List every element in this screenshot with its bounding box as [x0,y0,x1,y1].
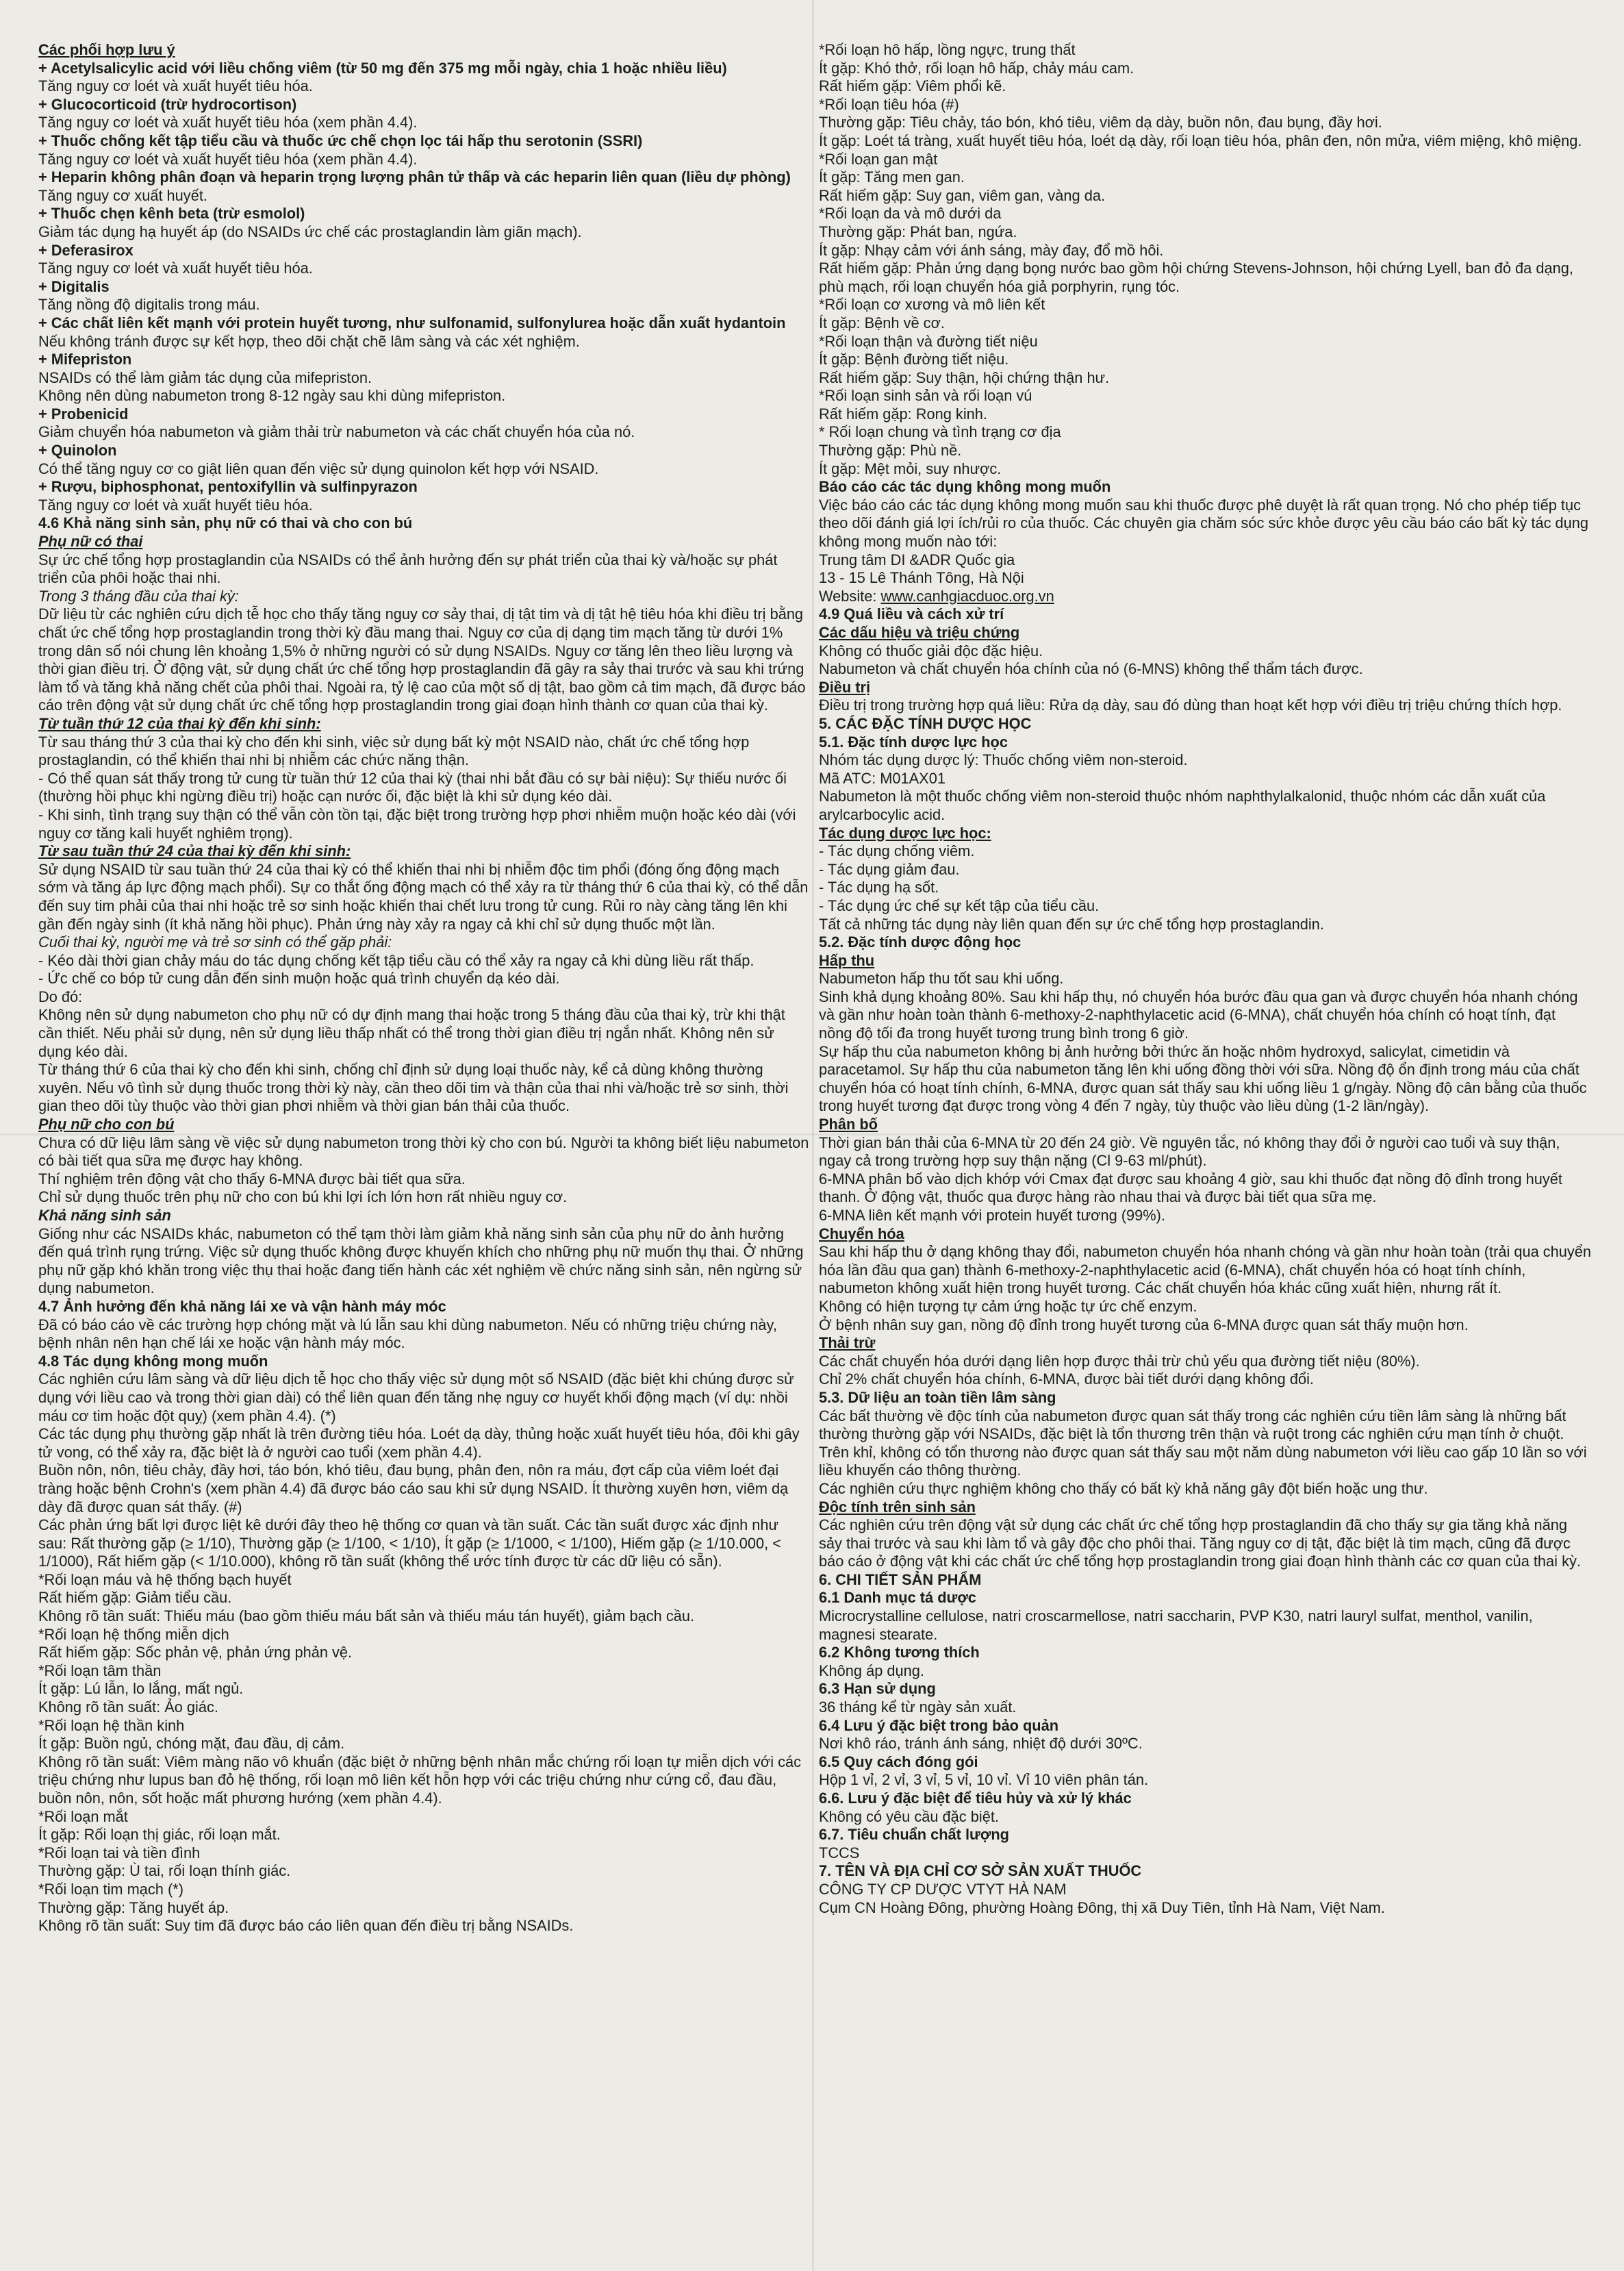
paragraph-6-mna-phan-bo-vao-dich-khop-voi-cmax-dat: 6-MNA phân bố vào dịch khớp với Cmax đạt được sau khoảng 4 giờ, sau khi thuốc đạt nồng độ đỉnh trong huyết thanh. Ở động vật, thuốc qua được hàng rào nhau thai và được bài tiết qua sữa mẹ. [819,1170,1562,1206]
paragraph-thuong-gap-tang-huyet-ap: Thường gặp: Tăng huyết áp. [38,1898,229,1916]
heading-cac-dau-hieu-va-trieu-chung: Các dấu hiệu và triệu chứng [819,624,1020,641]
paragraph-cac-chat-chuyen-hoa-duoi-dang-lien-hop-d: Các chất chuyển hóa dưới dạng liên hợp được thải trừ chủ yếu qua đường tiết niệu (80%). [819,1352,1420,1370]
heading-tu-tuan-thu-12-cua-thai-ky-den-khi-sinh: Từ tuần thứ 12 của thai kỳ đến khi sinh: [38,714,321,732]
paragraph-rat-hiem-gap-soc-phan-ve-phan-ung-phan-v: Rất hiếm gặp: Sốc phản vệ, phản ứng phản vệ. [38,1644,353,1661]
paragraph-nsaids-co-the-lam-giam-tac-dung-cua-mife: NSAIDs có thể làm giảm tác dụng của mifepriston. [38,368,372,386]
heading-probenicid: + Probenicid [38,405,129,423]
paragraph-khong-ap-dung: Không áp dụng. [819,1661,924,1679]
paragraph-it-gap-roi-loan-thi-giac-roi-loan-mat: Ít gặp: Rối loạn thị giác, rối loạn mắt. [38,1826,281,1844]
heading-cac-chat-lien-ket-manh-voi-protein-huyet: + Các chất liên kết mạnh với protein huyết tương, như sulfonamid, sulfonylurea hoặc dẫn xuất hydantoin [38,314,786,331]
paragraph-nhom-tac-dung-duoc-ly-thuoc-chong-viem-n: Nhóm tác dụng dược lý: Thuốc chống viêm non-steroid. [819,751,1188,769]
paragraph-tang-nguy-co-loet-va-xuat-huyet-tieu-hoa: Tăng nguy cơ loét và xuất huyết tiêu hóa. [38,496,313,514]
heading-6-7-tieu-chuan-chat-luong: 6.7. Tiêu chuẩn chất lượng [819,1826,1009,1844]
heading-phu-nu-cho-con-bu: Phụ nữ cho con bú [38,1116,175,1133]
paragraph-thuong-gap-phu-ne: Thường gặp: Phù nề. [819,442,962,460]
heading-mifepriston: + Mifepriston [38,351,132,368]
paragraph-su-hap-thu-cua-nabumeton-khong-bi-anh-hu: Sự hấp thu của nabumeton không bị ảnh hưởng bởi thức ăn hoặc nhôm hydroxyd, salicylat, cimetidin và paracetamol. Sự hấp thu của nabumeton tăng lên khi uống đồng thời với sữa. Nồng độ ổn định trong máu của chất chuyển hóa có hoạt tính chính, 6-MNA, được quan sát thấy sau khi uống liều 1 g/ngày. Nồng độ cân bằng của thuốc trong huyết tương đạt được trong vòng 4 đến 7 ngày, tùy thuộc vào liều dùng (1-2 lần/ngày). [819,1042,1587,1115]
paragraph-roi-loan-co-xuong-va-mo-lien-ket: *Rối loạn cơ xương và mô liên kết [819,296,1045,314]
heading-bao-cao-cac-tac-dung-khong-mong-muon: Báo cáo các tác dụng không mong muốn [819,478,1111,496]
paragraph-viec-bao-cao-cac-tac-dung-khong-mong-muo: Việc báo cáo các tác dụng không mong muốn sau khi thuốc được phê duyệt là rất quan trọng. Nó cho phép tiếp tục theo dõi đánh giá lợi ích/rủi ro của thuốc. Các chuyên gia chăm sóc sức khỏe được yêu cầu báo cáo bất kỳ tác dụng không mong muốn nào tới: [819,496,1589,551]
paragraph-roi-loan-he-than-kinh: *Rối loạn hệ thần kinh [38,1716,185,1734]
paragraph-thuong-gap-phat-ban-ngua: Thường gặp: Phát ban, ngứa. [819,223,1017,240]
paragraph-cum-cn-hoang-dong-phuong-hoang-dong-thi-: Cụm CN Hoàng Đông, phường Hoàng Đông, thị xã Duy Tiên, tỉnh Hà Nam, Việt Nam. [819,1898,1385,1916]
paragraph-nabumeton-hap-thu-tot-sau-khi-uong: Nabumeton hấp thu tốt sau khi uống. [819,970,1064,988]
paragraph-khong-ro-tan-suat-viem-mang-nao-vo-khuan: Không rõ tần suất: Viêm màng não vô khuẩn (đặc biệt ở những bệnh nhân mắc chứng rối loạn tự miễn dịch với các triệu chứng như lupus ban đỏ hệ thống, rối loạn mô liên kết hỗn hợp với các triệu chứng như cứng cổ, đau đầu, buồn nôn, nôn, sốt hoặc mất phương hướng (xem phần 4.4). [38,1753,802,1807]
paragraph-khong-ro-tan-suat-suy-tim-da-duoc-bao-ca: Không rõ tần suất: Suy tim đã được báo cáo liên quan đến điều trị bằng NSAIDs. [38,1917,574,1935]
paragraph-13-15-le-thanh-tong-ha-noi: 13 - 15 Lê Thánh Tông, Hà Nội [819,569,1024,587]
paragraph-tac-dung-giam-dau: - Tác dụng giảm đau. [819,860,960,878]
heading-phu-nu-co-thai: Phụ nữ có thai [38,533,143,551]
heading-4-8-tac-dung-khong-mong-muon: 4.8 Tác dụng không mong muốn [38,1352,268,1370]
paragraph-roi-loan-sinh-san-va-roi-loan-vu: *Rối loạn sinh sản và rối loạn vú [819,387,1032,405]
heading-7-ten-va-dia-chi-co-so-san-xuat-thuoc: 7. TÊN VÀ ĐỊA CHỈ CƠ SỞ SẢN XUẤT THUỐC [819,1862,1142,1880]
paragraph-cac-phan-ung-bat-loi-duoc-liet-ke-duoi-d: Các phản ứng bất lợi được liệt kê dưới đây theo hệ thống cơ quan và tần suất. Các tần suất được xác định như sau: Rất thường gặp (≥ 1/10), Thường gặp (≥ 1/100, < 1/10), Ít gặp (≥ 1/1000, < 1/100), Hiếm gặp (≥ 1/10.000, < 1/1000), Rất hiếm gặp (< 1/10.000), không rõ tần suất (không thể ước tính được từ các dữ liệu có sẵn). [38,1516,781,1570]
paragraph-tang-nguy-co-loet-va-xuat-huyet-tieu-hoa: Tăng nguy cơ loét và xuất huyết tiêu hóa (xem phần 4.4). [38,150,418,168]
paragraph-roi-loan-chung-va-tinh-trang-co-dia: * Rối loạn chung và tình trạng cơ địa [819,423,1061,441]
paragraph-khong-ro-tan-suat-thieu-mau-bao-gom-thie: Không rõ tần suất: Thiếu máu (bao gồm thiếu máu bất sản và thiếu máu tán huyết), giảm bạch cầu. [38,1607,695,1625]
paragraph-tang-nguy-co-loet-va-xuat-huyet-tieu-hoa: Tăng nguy cơ loét và xuất huyết tiêu hóa (xem phần 4.4). [38,114,418,131]
paragraph-6-mna-lien-ket-manh-voi-protein-huyet-tu: 6-MNA liên kết mạnh với protein huyết tương (99%). [819,1207,1165,1224]
heading-hap-thu: Hấp thu [819,951,875,969]
paragraph-thuong-gap-u-tai-roi-loan-thinh-giac: Thường gặp: Ù tai, rối loạn thính giác. [38,1862,291,1880]
paragraph-rat-hiem-gap-rong-kinh: Rất hiếm gặp: Rong kinh. [819,405,987,423]
paragraph-it-gap-nhay-cam-voi-anh-sang-may-day-do-: Ít gặp: Nhạy cảm với ánh sáng, mày đay, đổ mồ hôi. [819,241,1164,259]
paragraph-it-gap-loet-ta-trang-xuat-huyet-tieu-hoa: Ít gặp: Loét tá tràng, xuất huyết tiêu hóa, loét dạ dày, rối loạn tiêu hóa, phân đen, nôn mửa, viêm miệng, khô miệng. [819,131,1582,149]
paragraph-khong-co-thuoc-giai-doc-dac-hieu: Không có thuốc giải độc đặc hiệu. [819,642,1043,660]
heading-kha-nang-sinh-san: Khả năng sinh sản [38,1207,171,1224]
paragraph-cac-nghien-cuu-thuc-nghiem-khong-cho-tha: Các nghiên cứu thực nghiệm không cho thấy có bất kỳ khả năng gây đột biến hoặc ung thư. [819,1479,1428,1497]
heading-cac-phoi-hop-luu-y: Các phối hợp lưu ý [38,41,175,58]
paragraph-neu-khong-tranh-duoc-su-ket-hop-theo-doi: Nếu không tránh được sự kết hợp, theo dõi chặt chẽ lâm sàng và các xét nghiệm. [38,332,580,350]
paragraph-tccs: TCCS [819,1844,860,1861]
paragraph-it-gap-met-moi-suy-nhuoc: Ít gặp: Mệt mỏi, suy nhược. [819,460,1002,477]
paragraph-noi-kho-rao-tranh-anh-sang-nhiet-do-duoi: Nơi khô ráo, tránh ánh sáng, nhiệt độ dưới 30ºC. [819,1735,1143,1753]
paragraph-da-co-bao-cao-ve-cac-truong-hop-chong-ma: Đã có báo cáo về các trường hợp chóng mặt và lú lẫn sau khi dùng nabumeton. Nếu có những triệu chứng này, bệnh nhân nên hạn chế lái xe hoặc vận hành máy móc. [38,1316,777,1352]
heading-phan-bo: Phân bố [819,1116,878,1133]
heading-heparin-khong-phan-doan-va-heparin-trong: + Heparin không phân đoạn và heparin trọng lượng phân tử thấp và các heparin liên quan (liều dự phòng) [38,168,791,186]
paragraph-36-thang-ke-tu-ngay-san-xuat: 36 tháng kể từ ngày sản xuất. [819,1698,1017,1716]
paragraph-cuoi-thai-ky-nguoi-me-va-tre-so-sinh-co-: Cuối thai kỳ, người mẹ và trẻ sơ sinh có thể gặp phải: [38,933,392,951]
paragraph-cac-tac-dung-phu-thuong-gap-nhat-la-tren: Các tác dụng phụ thường gặp nhất là trên đường tiêu hóa. Loét dạ dày, thủng hoặc xuất huyết tiêu hóa, đôi khi gây tử vong, có thể xảy ra, đặc biệt là ở người cao tuổi (xem phần 4.4). [38,1425,800,1461]
paragraph-keo-dai-thoi-gian-chay-mau-do-tac-dung-c: - Kéo dài thời gian chảy máu do tác dụng chống kết tập tiểu cầu có thể xảy ra ngay cả khi dùng liều rất thấp. [38,951,754,969]
heading-6-4-luu-y-dac-biet-trong-bao-quan: 6.4 Lưu ý đặc biệt trong bảo quản [819,1716,1059,1734]
paragraph-khong-nen-su-dung-nabumeton-cho-phu-nu-c: Không nên sử dụng nabumeton cho phụ nữ có dự định mang thai hoặc trong 5 tháng đầu của thai kỳ, trừ khi thật cần thiết. Nếu phải sử dụng, nên sử dụng liều thấp nhất có thể trong thời gian điều trị ngắn nhất. Không nên sử dụng kéo dài. [38,1006,785,1060]
paragraph-it-gap-benh-ve-co: Ít gặp: Bệnh về cơ. [819,314,945,331]
right-text-column [819,41,1593,2244]
paragraph-roi-loan-mau-va-he-thong-bach-huyet: *Rối loạn máu và hệ thống bạch huyết [38,1570,292,1588]
paragraph-o-benh-nhan-suy-gan-nong-do-dinh-trong-h: Ở bệnh nhân suy gan, nồng độ đỉnh trong huyết tương của 6-MNA được quan sát thấy muộn hơn. [819,1316,1469,1333]
paragraph-giam-chuyen-hoa-nabumeton-va-giam-thai-t: Giảm chuyển hóa nabumeton và giảm thải trừ nabumeton và các chất chuyển hóa của nó. [38,423,635,441]
paragraph-du-lieu-tu-cac-nghien-cuu-dich-te-hoc-ch: Dữ liệu từ các nghiên cứu dịch tễ học cho thấy tăng nguy cơ sảy thai, dị tật tim và dị tật hệ tiêu hóa khi điều trị bằng chất ức chế tổng hợp prostaglandin trong thời kỳ đầu mang thai. Nguy cơ của dị dạng tim mạch tăng từ dưới 1% trong dân số nói chung lên khoảng 1,5% ở những người có sử dụng NSAIDs. Nguy cơ tăng lên theo liều lượng và thời gian điều trị. Ở động vật, sử dụng chất ức chế tổng hợp prostaglandin đã gây ra sảy thai trước và sau khi trứng làm tổ và tăng khả năng chết của phôi thai. Ngoài ra, tỷ lệ cao của một số dị tật, bao gồm cả tim mạch, đã được báo cáo trên động vật sử dụng chất ức chế tổng hợp prostaglandin trong giai đoạn hình thành cơ quan của thai kỳ. [38,605,806,714]
website-label: Website: [819,587,881,605]
paragraph-khi-sinh-tinh-trang-suy-than-co-the-van-: - Khi sinh, tình trạng suy thận có thể vẫn còn tồn tại, đặc biệt trong trường hợp phơi nhiễm muộn hoặc kéo dài (với nguy cơ tăng kali huyết nghiêm trọng). [38,805,796,842]
paragraph-it-gap-kho-tho-roi-loan-ho-hap-chay-mau-: Ít gặp: Khó thở, rối loạn hô hấp, chảy máu cam. [819,59,1134,77]
paragraph-co-the-tang-nguy-co-co-giat-lien-quan-de: Có thể tăng nguy cơ co giật liên quan đến việc sử dụng quinolon kết hợp với NSAID. [38,460,599,477]
website-link[interactable]: www.canhgiacduoc.org.vn [880,587,1054,605]
paragraph-roi-loan-mat: *Rối loạn mắt [38,1807,128,1825]
heading-doc-tinh-tren-sinh-san: Độc tính trên sinh sản [819,1498,976,1516]
paragraph-roi-loan-tai-va-tien-dinh: *Rối loạn tai và tiền đình [38,1844,201,1861]
heading-4-7-anh-huong-den-kha-nang-lai-xe-va-van: 4.7 Ảnh hưởng đến khả năng lái xe và vận hành máy móc [38,1297,446,1315]
paragraph-rat-hiem-gap-phan-ung-dang-bong-nuoc-bao: Rất hiếm gặp: Phản ứng dạng bọng nước bao gồm hội chứng Stevens-Johnson, hội chứng Lyell, ban đỏ đa dạng, phù mạch, rối loạn chuyển hóa giả porphyrin, rụng tóc. [819,260,1573,295]
paragraph-chi-su-dung-thuoc-tren-phu-nu-cho-con-bu: Chỉ sử dụng thuốc trên phụ nữ cho con bú khi lợi ích lớn hơn rất nhiều nguy cơ. [38,1188,568,1206]
paragraph-it-gap-buon-ngu-chong-mat-dau-dau-di-cam: Ít gặp: Buồn ngủ, chóng mặt, đau đầu, dị cảm. [38,1735,345,1753]
paragraph-rat-hiem-gap-suy-gan-viem-gan-vang-da: Rất hiếm gặp: Suy gan, viêm gan, vàng da. [819,186,1106,204]
heading-glucocorticoid-tru-hydrocortison: + Glucocorticoid (trừ hydrocortison) [38,95,297,113]
heading-chuyen-hoa: Chuyển hóa [819,1225,904,1242]
website-line [819,588,1593,606]
heading-deferasirox: + Deferasirox [38,241,134,259]
paragraph-nabumeton-va-chat-chuyen-hoa-chinh-cua-n: Nabumeton và chất chuyển hóa chính của nó (6-MNS) không thể thẩm tách được. [819,660,1363,678]
paragraph-tang-nguy-co-loet-va-xuat-huyet-tieu-hoa: Tăng nguy cơ loét và xuất huyết tiêu hóa. [38,260,313,277]
heading-6-5-quy-cach-dong-goi: 6.5 Quy cách đóng gói [819,1753,978,1770]
heading-6-chi-tiet-san-pham: 6. CHI TIẾT SẢN PHẨM [819,1570,982,1588]
paragraph-tang-nguy-co-xuat-huyet: Tăng nguy cơ xuất huyết. [38,186,207,204]
paragraph-co-the-quan-sat-thay-trong-tu-cung-tu-tu: - Có thể quan sát thấy trong tử cung từ tuần thứ 12 của thai kỳ (thai nhi bắt đầu có sự bài niệu): Sự thiếu nước ối (thường hồi phục khi ngừng điều trị) hoặc cạn nước ối, đặc biệt là khi sử dụng kéo dài. [38,769,787,805]
heading-acetylsalicylic-acid-voi-lieu-chong-viem: + Acetylsalicylic acid với liều chống viêm (từ 50 mg đến 375 mg mỗi ngày, chia 1 hoặc nhiều liều) [38,59,727,77]
paragraph-roi-loan-tam-than: *Rối loạn tâm thần [38,1661,162,1679]
paragraph-tu-sau-thang-thu-3-cua-thai-ky-cho-den-k: Từ sau tháng thứ 3 của thai kỳ cho đến khi sinh, việc sử dụng bất kỳ một NSAID nào, chất ức chế tổng hợp prostaglandin, có thể khiến thai nhi bị nhiễm các chức năng thận. [38,733,750,769]
paragraph-giong-nhu-cac-nsaids-khac-nabumeton-co-t: Giống như các NSAIDs khác, nabumeton có thể tạm thời làm giảm khả năng sinh sản của phụ nữ do ảnh hưởng đến quá trình rụng trứng. Việc sử dụng thuốc không được khuyến khích cho những phụ nữ muốn thụ thai. Ở những phụ nữ gặp khó khăn trong việc thụ thai hoặc đang tiến hành các xét nghiệm về chức năng sinh sản, nên ngừng sử dụng nabumeton. [38,1225,804,1297]
heading-thuoc-chong-ket-tap-tieu-cau-va-thuoc-uc: + Thuốc chống kết tập tiểu cầu và thuốc ức chế chọn lọc tái hấp thu serotonin (SSRI) [38,131,643,149]
heading-5-1-dac-tinh-duoc-luc-hoc: 5.1. Đặc tính dược lực học [819,733,1008,751]
paragraph-chi-2-chat-chuyen-hoa-chinh-6-mna-duoc-b: Chỉ 2% chất chuyển hóa chính, 6-MNA, được bài tiết dưới dạng không đổi. [819,1370,1314,1388]
paragraph-khong-ro-tan-suat-ao-giac: Không rõ tần suất: Ảo giác. [38,1698,218,1716]
paragraph-rat-hiem-gap-giam-tieu-cau: Rất hiếm gặp: Giảm tiểu cầu. [38,1589,232,1607]
heading-4-9-qua-lieu-va-cach-xu-tri: 4.9 Quá liều và cách xử trí [819,605,1004,623]
heading-digitalis: + Digitalis [38,277,110,295]
heading-ruou-biphosphonat-pentoxifyllin-va-sulfi: + Rượu, biphosphonat, pentoxifyllin và sulfinpyrazon [38,478,418,496]
heading-thuoc-chen-kenh-beta-tru-esmolol: + Thuốc chẹn kênh beta (trừ esmolol) [38,205,305,223]
paragraph-thuong-gap-tieu-chay-tao-bon-kho-tieu-vi: Thường gặp: Tiêu chảy, táo bón, khó tiêu, viêm dạ dày, buồn nôn, đau bụng, đầy hơi. [819,114,1382,131]
paragraph-cong-ty-cp-duoc-vtyt-ha-nam: CÔNG TY CP DƯỢC VTYT HÀ NAM [819,1880,1067,1898]
paragraph-rat-hiem-gap-viem-phoi-ke: Rất hiếm gặp: Viêm phổi kẽ. [819,77,1006,95]
paragraph-tac-dung-ha-sot: - Tác dụng hạ sốt. [819,879,939,896]
paragraph-rat-hiem-gap-suy-than-hoi-chung-than-hu: Rất hiếm gặp: Suy thận, hội chứng thận hư. [819,368,1110,386]
paragraph-roi-loan-than-va-duong-tiet-nieu: *Rối loạn thận và đường tiết niệu [819,332,1038,350]
heading-6-3-han-su-dung: 6.3 Hạn sử dụng [819,1680,936,1698]
heading-quinolon: + Quinolon [38,442,117,460]
heading-tac-dung-duoc-luc-hoc: Tác dụng dược lực học: [819,824,991,842]
paragraph-su-dung-nsaid-tu-sau-tuan-thu-24-cua-tha: Sử dụng NSAID từ sau tuần thứ 24 của thai kỳ có thể khiến thai nhi bị nhiễm độc tim phổi (đóng ống động mạch sớm và tăng áp lực động mạch phổi). Sự co thắt ống động mạch có thể xảy ra từ tháng thứ 6 của thai kỳ, có thể dẫn đến suy tim phải của thai nhi hoặc trẻ sơ sinh hoặc khiến thai chết lưu trong tử cung. Rủi ro này càng tăng lên khi gần đến ngày sinh (ít khả năng hồi phục). Phản ứng này xảy ra ngay cả khi chỉ sử dụng thuốc một lần. [38,860,809,933]
paragraph-cac-nghien-cuu-lam-sang-va-du-lieu-dich-: Các nghiên cứu lâm sàng và dữ liệu dịch tễ học cho thấy việc sử dụng một số NSAID (đặc biệt khi chúng được sử dụng với liều cao và trong thời gian dài) có thể liên quan đến tăng nhẹ nguy cơ huyết khối động mạch (ví dụ: nhồi máu cơ tim hoặc đột quỵ) (xem phần 4.4). (*) [38,1370,794,1425]
paragraph-tang-nguy-co-loet-va-xuat-huyet-tieu-hoa: Tăng nguy cơ loét và xuất huyết tiêu hóa. [38,77,313,95]
paragraph-roi-loan-tieu-hoa: *Rối loạn tiêu hóa (#) [819,95,959,113]
paragraph-khong-nen-dung-nabumeton-trong-8-12-ngay: Không nên dùng nabumeton trong 8-12 ngày sau khi dùng mifepriston. [38,387,506,405]
paragraph-su-uc-che-tong-hop-prostaglandin-cua-nsa: Sự ức chế tổng hợp prostaglandin của NSAIDs có thể ảnh hưởng đến sự phát triển của thai kỳ và/hoặc sự phát triển của phôi hoặc thai nhi. [38,551,778,587]
heading-4-6-kha-nang-sinh-san-phu-nu-co-thai-va-: 4.6 Khả năng sinh sản, phụ nữ có thai và cho con bú [38,514,413,532]
paragraph-hop-1-vi-2-vi-3-vi-5-vi-10-vi-vi-10-vien: Hộp 1 vỉ, 2 vỉ, 3 vỉ, 5 vỉ, 10 vỉ. Vỉ 10 viên phân tán. [819,1771,1149,1789]
paragraph-tren-khi-khong-co-ton-thuong-nao-duoc-qu: Trên khỉ, không có tổn thương nào được quan sát thấy sau một năm dùng nabumeton với liều cao gấp 10 lần so với liều khuyến cáo thông thường. [819,1443,1587,1479]
paragraph-chua-co-du-lieu-lam-sang-ve-viec-su-dung: Chưa có dữ liệu lâm sàng về việc sử dụng nabumeton trong thời kỳ cho con bú. Người ta không biết liệu nabumeton có bài tiết qua sữa mẹ được hay không. [38,1133,809,1170]
paragraph-khong-co-hien-tuong-tu-cam-ung-hoac-tu-u: Không có hiện tượng tự cảm ứng hoặc tự ức chế enzym. [819,1297,1197,1315]
paragraph-sau-khi-hap-thu-o-dang-khong-thay-doi-na: Sau khi hấp thu ở dạng không thay đổi, nabumeton chuyển hóa nhanh chóng và gần như hoàn toàn (trải qua chuyển hóa lần đầu qua gan) thành 6-methoxy-2-naphthylacetic acid (6-MNA), chất chuyển hóa có hoạt tính chính, nabumeton không xuất hiện trong huyết tương. Các chất chuyển hóa khác cũng xuất hiện, nhưng rất ít. [819,1243,1592,1297]
heading-dieu-tri: Điều trị [819,678,871,696]
heading-tu-sau-tuan-thu-24-cua-thai-ky-den-khi-s: Từ sau tuần thứ 24 của thai kỳ đến khi sinh: [38,842,351,860]
paragraph-do-do: Do đó: [38,988,83,1005]
paragraph-tat-ca-nhung-tac-dung-nay-lien-quan-den-: Tất cả những tác dụng này liên quan đến sự ức chế tổng hợp prostaglandin. [819,915,1324,933]
paragraph-tang-nong-do-digitalis-trong-mau: Tăng nồng độ digitalis trong máu. [38,296,260,314]
paragraph-cac-bat-thuong-ve-doc-tinh-cua-nabumeton: Các bất thường về độc tính của nabumeton được quan sát thấy trong các nghiên cứu tiền lâm sàng là những bất thường thường gặp với NSAIDs, đặc biệt là tổn thương trên thận và ruột trong các nghiên cứu mạn tính ở chuột. [819,1407,1566,1443]
heading-6-6-luu-y-dac-biet-de-tieu-huy-va-xu-ly-: 6.6. Lưu ý đặc biệt để tiêu hủy và xử lý khác [819,1790,1132,1807]
left-text-column [38,41,809,2244]
paragraph-khong-co-yeu-cau-dac-biet: Không có yêu cầu đặc biệt. [819,1807,999,1825]
paragraph-tac-dung-chong-viem: - Tác dụng chống viêm. [819,842,975,860]
paper-fold-vertical [812,0,814,2271]
paragraph-ma-atc-m01ax01: Mã ATC: M01AX01 [819,769,946,787]
paragraph-roi-loan-ho-hap-long-nguc-trung-that: *Rối loạn hô hấp, lồng ngực, trung thất [819,41,1076,58]
heading-5-3-du-lieu-an-toan-tien-lam-sang: 5.3. Dữ liệu an toàn tiền lâm sàng [819,1388,1056,1406]
paragraph-nabumeton-la-mot-thuoc-chong-viem-non-st: Nabumeton là một thuốc chống viêm non-steroid thuộc nhóm naphthylalkalonid, thuộc nhóm các dẫn xuất của arylcarbocylic acid. [819,788,1546,823]
paragraph-roi-loan-da-va-mo-duoi-da: *Rối loạn da và mô dưới da [819,205,1002,223]
paragraph-tu-thang-thu-6-cua-thai-ky-cho-den-khi-s: Từ tháng thứ 6 của thai kỳ cho đến khi sinh, chống chỉ định sử dụng loại thuốc này, kể cả dùng không thường xuyên. Nếu vô tình sử dụng thuốc trong thời kỳ này, cần theo dõi tim và thận của thai nhi và/hoặc trẻ sơ sinh, thời gian theo dõi tùy thuộc vào thời gian phơi nhiễm và thời gian bán thải của thuốc. [38,1061,789,1115]
heading-thai-tru: Thải trừ [819,1334,876,1352]
paragraph-trong-3-thang-dau-cua-thai-ky: Trong 3 tháng đầu của thai kỳ: [38,587,239,605]
paragraph-thoi-gian-ban-thai-cua-6-mna-tu-20-den-2: Thời gian bán thải của 6-MNA từ 20 đến 24 giờ. Về nguyên tắc, nó không thay đổi ở người cao tuổi và suy thận, ngay cả trong trường hợp suy thận nặng (Cl 9-63 ml/phút). [819,1133,1560,1170]
paragraph-uc-che-co-bop-tu-cung-dan-den-sinh-muon-: - Ức chế co bóp tử cung dẫn đến sinh muộn hoặc quá trình chuyển dạ kéo dài. [38,970,560,988]
heading-5-cac-dac-tinh-duoc-hoc: 5. CÁC ĐẶC TÍNH DƯỢC HỌC [819,714,1032,732]
paragraph-cac-nghien-cuu-tren-dong-vat-su-dung-cac: Các nghiên cứu trên động vật sử dụng các chất ức chế tổng hợp prostaglandin đã cho thấy sự gia tăng khả năng sảy thai trước và sau khi làm tổ và gây độc cho phôi thai. Tăng nguy cơ dị tật, đặc biệt là tim mạch, cũng đã được báo cáo ở động vật khi các chất ức chế tổng hợp prostaglandin trong giai đoạn hình thành các cơ quan của thai kỳ. [819,1516,1581,1570]
paragraph-tac-dung-uc-che-su-ket-tap-cua-tieu-cau: - Tác dụng ức chế sự kết tập của tiểu cầu. [819,896,1100,914]
heading-5-2-dac-tinh-duoc-dong-hoc: 5.2. Đặc tính dược động học [819,933,1022,951]
paragraph-trung-tam-di-adr-quoc-gia: Trung tâm DI &ADR Quốc gia [819,551,1015,568]
paragraph-giam-tac-dung-ha-huyet-ap-do-nsaids-uc-c: Giảm tác dụng hạ huyết áp (do NSAIDs ức chế các prostaglandin làm giãn mạch). [38,223,582,240]
paragraph-microcrystalline-cellulose-natri-croscar: Microcrystalline cellulose, natri croscarmellose, natri saccharin, PVP K30, natri lauryl sulfat, menthol, vanilin, magnesi stearate. [819,1607,1533,1643]
heading-6-1-danh-muc-ta-duoc: 6.1 Danh mục tá dược [819,1589,976,1607]
paragraph-sinh-kha-dung-khoang-80-sau-khi-hap-thu-: Sinh khả dụng khoảng 80%. Sau khi hấp thụ, nó chuyển hóa bước đầu qua gan và được chuyển hóa nhanh chóng và gần như hoàn toàn thành 6-methoxy-2-naphthylacetic acid (6-MNA), chất chuyển hóa chính có hoạt tính, đạt nồng độ tối đa trong huyết tương trung bình trong 6 giờ. [819,988,1578,1042]
paragraph-roi-loan-tim-mach: *Rối loạn tim mạch (*) [38,1880,183,1898]
paragraph-buon-non-non-tieu-chay-day-hoi-tao-bon-k: Buồn nôn, nôn, tiêu chảy, đầy hơi, táo bón, khó tiêu, đau bụng, phân đen, nôn ra máu, đợt cấp của viêm loét đại tràng hoặc bệnh Crohn's (xem phần 4.4) đã được báo cáo sau khi sử dụng NSAID. Ít thường xuyên hơn, viêm dạ dày đã được quan sát thấy. (#) [38,1461,789,1516]
paragraph-it-gap-lu-lan-lo-lang-mat-ngu: Ít gặp: Lú lẫn, lo lắng, mất ngủ. [38,1680,244,1698]
paragraph-dieu-tri-trong-truong-hop-qua-lieu-rua-d: Điều trị trong trường hợp quá liều: Rửa dạ dày, sau đó dùng than hoạt kết hợp với điều trị triệu chứng thích hợp. [819,697,1562,714]
paragraph-it-gap-benh-duong-tiet-nieu: Ít gặp: Bệnh đường tiết niệu. [819,351,1009,368]
paragraph-roi-loan-he-thong-mien-dich: *Rối loạn hệ thống miễn dịch [38,1625,229,1643]
paragraph-thi-nghiem-tren-dong-vat-cho-thay-6-mna-: Thí nghiệm trên động vật cho thấy 6-MNA được bài tiết qua sữa. [38,1170,466,1188]
heading-6-2-khong-tuong-thich: 6.2 Không tương thích [819,1644,980,1661]
paragraph-it-gap-tang-men-gan: Ít gặp: Tăng men gan. [819,168,965,186]
paragraph-roi-loan-gan-mat: *Rối loạn gan mật [819,150,938,168]
